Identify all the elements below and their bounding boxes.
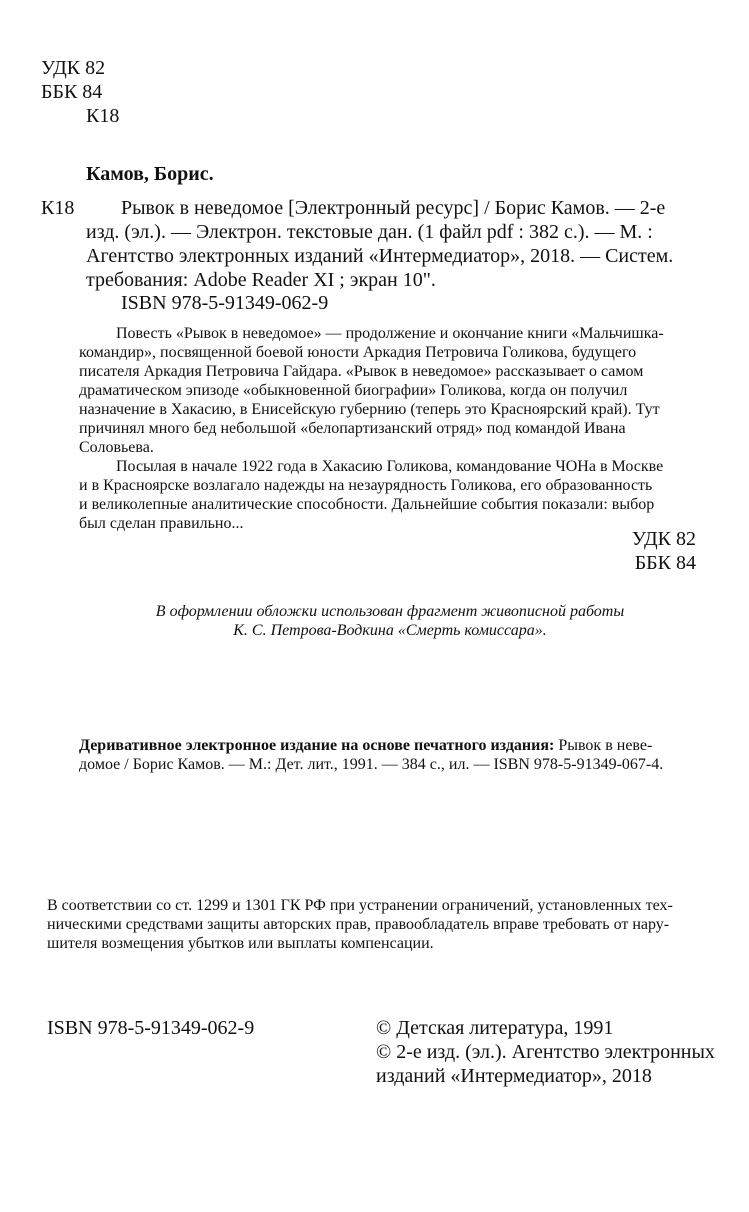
legal-notice-line: ническими средствами защиты авторских прав, правообладатель вправе требовать от нару- [47, 916, 670, 933]
bbk-code-right: ББК 84 [634, 552, 696, 574]
catalog-record-line-4: требования: Adobe Reader XI ; экран 10". [86, 269, 436, 291]
udk-code: УДК 82 [41, 57, 106, 79]
legal-notice-line: шителя возмещения убытков или выплаты компенсации. [47, 935, 434, 952]
derivative-note-text: Рывок в неве- [554, 737, 653, 754]
derivative-note [79, 736, 699, 774]
annotation [79, 324, 699, 533]
author-sign: К18 [86, 105, 120, 127]
annotation-line: причинял много бед небольшой «белопартизанский отряд» под командой Ивана [79, 420, 626, 437]
cover-note [100, 602, 680, 640]
bbk-code: ББК 84 [41, 81, 103, 103]
copyright-ebook-line-1: © 2-е изд. (эл.). Агентство электронных [376, 1041, 715, 1063]
annotation-line: Посылая в начале 1922 года в Хакасию Голикова, командование ЧОНа в Москве [116, 458, 664, 475]
catalog-sign: К18 [41, 197, 75, 219]
annotation-line: Повесть «Рывок в неведомое» — продолжение и окончание книги «Мальчишка- [116, 325, 664, 342]
annotation-line: был сделан правильно... [79, 515, 244, 532]
cover-note-line: К. С. Петрова-Водкина «Смерть комиссара». [233, 622, 547, 639]
catalog-record-line-2: изд. (эл.). — Электрон. текстовые дан. (1 файл pdf : 382 с.). — М. : [86, 221, 653, 243]
derivative-note-line: домое / Борис Камов. — М.: Дет. лит., 1991. — 384 с., ил. — ISBN 978-5-91349-067-4. [79, 756, 664, 773]
footer-isbn: ISBN 978-5-91349-062-9 [47, 1017, 255, 1039]
catalog-record-line-3: Агентство электронных изданий «Интермедиатор», 2018. — Систем. [86, 245, 674, 267]
annotation-line: драматическом эпизоде «обыкновенной биографии» Голикова, когда он получил [79, 382, 628, 399]
annotation-line: командир», посвященной боевой юности Аркадия Петровича Голикова, будущего [79, 344, 637, 361]
annotation-line: назначение в Хакасию, в Енисейскую губернию (теперь это Красноярский край). Тут [79, 401, 660, 418]
annotation-line: и в Красноярске возлагало надежды на незаурядность Голикова, его образованность [79, 477, 653, 494]
catalog-record-line-1: Рывок в неведомое [Электронный ресурс] / Борис Камов. — 2-е [121, 197, 666, 219]
derivative-note-bold: Деривативное электронное издание на основе печатного издания: [79, 737, 555, 754]
copyright-ebook-line-2: изданий «Интермедиатор», 2018 [376, 1065, 652, 1087]
cover-note-line: В оформлении обложки использован фрагмент живописной работы [155, 603, 625, 620]
author-heading: Камов, Борис. [86, 163, 214, 185]
copyright-original: © Детская литература, 1991 [376, 1017, 614, 1039]
catalog-isbn: ISBN 978-5-91349-062-9 [121, 292, 329, 314]
udk-code-right: УДК 82 [631, 528, 696, 550]
annotation-line: и великолепные аналитические способности. Дальнейшие события показали: выбор [79, 496, 655, 513]
annotation-line: Соловьева. [79, 439, 154, 456]
legal-notice [47, 896, 707, 953]
legal-notice-line: В соответствии со ст. 1299 и 1301 ГК РФ при устранении ограничений, установленных тех- [47, 897, 673, 914]
annotation-line: писателя Аркадия Петровича Гайдара. «Рывок в неведомое» рассказывает о самом [79, 363, 644, 380]
